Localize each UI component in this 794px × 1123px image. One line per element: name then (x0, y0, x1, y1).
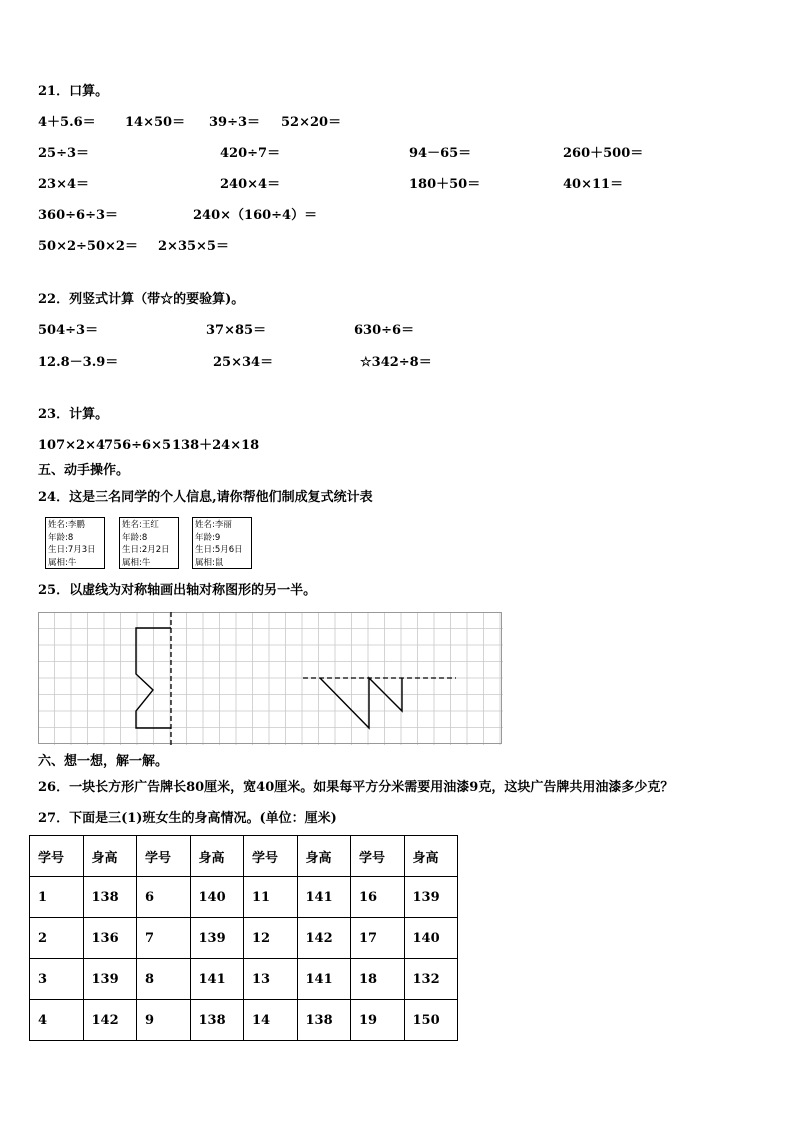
q22-r1-c3: 630÷6＝ (354, 323, 415, 338)
table-row (30, 1000, 458, 1041)
table-cell: 2 (30, 918, 84, 959)
table-cell: 6 (137, 877, 191, 918)
table-row (30, 877, 458, 918)
table-cell: 142 (297, 918, 351, 959)
table-cell: 12 (244, 918, 298, 959)
info-card-3-age: 年龄:9 (195, 532, 221, 543)
header-cell: 身高 (190, 836, 244, 877)
table-cell: 142 (83, 1000, 137, 1041)
q21-r2-c2: 420÷7＝ (220, 146, 281, 161)
q24-title: 24．这是三名同学的个人信息,请你帮他们制成复式统计表 (38, 490, 373, 505)
q26-text: 26．一块长方形广告牌长80厘米，宽40厘米。如果每平方分米需要用油漆9克，这块广告牌共用油漆多少克？ (38, 780, 674, 795)
q21-r4-c2: 240×（160÷4）＝ (193, 208, 318, 223)
q21-title: 21．口算。 (38, 84, 109, 99)
table-cell: 1 (30, 877, 84, 918)
table-cell: 141 (297, 959, 351, 1000)
table-cell: 138 (297, 1000, 351, 1041)
q23-item-2: 756÷6×5 (104, 438, 172, 453)
table-cell: 140 (404, 918, 458, 959)
q22-title: 22．列竖式计算（带☆的要验算)。 (38, 292, 245, 307)
q21-r5-c2: 2×35×5＝ (158, 239, 229, 254)
table-cell: 138 (190, 1000, 244, 1041)
info-card-3-birthday: 生日:5月6日 (195, 545, 243, 555)
info-card-2-age: 年龄:8 (122, 532, 148, 543)
info-card-3-zodiac: 属相:鼠 (195, 557, 224, 568)
table-cell: 7 (137, 918, 191, 959)
q21-r3-c1: 23×4＝ (38, 177, 90, 192)
table-cell: 138 (83, 877, 137, 918)
q25-title: 25．以虚线为对称轴画出轴对称图形的另一半。 (38, 583, 317, 598)
header-cell: 学号 (137, 836, 191, 877)
q21-r5-c1: 50×2÷50×2＝ (38, 239, 138, 254)
table-cell: 141 (190, 959, 244, 1000)
info-card-3 (192, 517, 252, 569)
q21-r1-c2: 14×50＝ (125, 115, 186, 130)
q23-item-1: 107×2×4 (38, 438, 106, 453)
table-cell: 19 (351, 1000, 405, 1041)
q22-r2-c3: ☆342÷8＝ (360, 355, 432, 370)
table-row (30, 918, 458, 959)
table-cell: 18 (351, 959, 405, 1000)
symmetry-grid (38, 612, 503, 745)
q21-r3-c2: 240×4＝ (220, 177, 281, 192)
q23-item-3: 138＋24×18 (172, 438, 260, 453)
info-card-2 (119, 517, 179, 569)
info-card-3-name: 姓名:李丽 (195, 520, 232, 530)
table-cell: 17 (351, 918, 405, 959)
header-cell: 身高 (83, 836, 137, 877)
info-card-1-name: 姓名:李鹏 (48, 520, 85, 530)
header-cell: 学号 (351, 836, 405, 877)
table-cell: 9 (137, 1000, 191, 1041)
q21-r1-c1: 4＋5.6＝ (38, 115, 96, 130)
table-cell: 150 (404, 1000, 458, 1041)
table-cell: 13 (244, 959, 298, 1000)
info-card-2-zodiac: 属相:牛 (122, 557, 151, 568)
section-five-heading: 五、动手操作。 (38, 463, 130, 478)
table-header-row (30, 836, 458, 877)
info-card-2-birthday: 生日:2月2日 (122, 545, 170, 555)
table-row (30, 959, 458, 1000)
q22-r1-c1: 504÷3＝ (38, 323, 99, 338)
height-table (29, 835, 458, 1041)
table-cell: 14 (244, 1000, 298, 1041)
q22-r2-c1: 12.8－3.9＝ (38, 355, 119, 370)
table-cell: 132 (404, 959, 458, 1000)
q22-r1-c2: 37×85＝ (206, 323, 267, 338)
q21-r1-c4: 52×20＝ (281, 115, 342, 130)
header-cell: 身高 (297, 836, 351, 877)
q21-r3-c4: 40×11＝ (563, 177, 624, 192)
table-cell: 141 (297, 877, 351, 918)
info-card-1 (45, 517, 105, 569)
info-card-2-name: 姓名:王红 (122, 520, 159, 530)
q23-title: 23．计算。 (38, 407, 109, 422)
header-cell: 学号 (30, 836, 84, 877)
section-six-heading: 六、想一想，解一解。 (38, 754, 169, 769)
table-cell: 136 (83, 918, 137, 959)
q22-r2-c2: 25×34＝ (213, 355, 274, 370)
q27-title: 27．下面是三(1)班女生的身高情况。(单位：厘米) (38, 811, 337, 826)
header-cell: 身高 (404, 836, 458, 877)
q21-r2-c4: 260＋500＝ (563, 146, 644, 161)
q21-r2-c3: 94－65＝ (409, 146, 472, 161)
q21-r3-c3: 180＋50＝ (409, 177, 481, 192)
half-shape-right (320, 678, 402, 728)
table-cell: 16 (351, 877, 405, 918)
table-cell: 11 (244, 877, 298, 918)
q21-r2-c1: 25÷3＝ (38, 146, 90, 161)
table-cell: 3 (30, 959, 84, 1000)
table-cell: 139 (404, 877, 458, 918)
q21-r1-c3: 39÷3＝ (209, 115, 261, 130)
table-cell: 8 (137, 959, 191, 1000)
table-cell: 139 (190, 918, 244, 959)
header-cell: 学号 (244, 836, 298, 877)
info-card-1-age: 年龄:8 (48, 532, 74, 543)
info-card-1-zodiac: 属相:牛 (48, 557, 77, 568)
table-cell: 4 (30, 1000, 84, 1041)
table-cell: 139 (83, 959, 137, 1000)
table-cell: 140 (190, 877, 244, 918)
q21-r4-c1: 360÷6÷3＝ (38, 208, 119, 223)
info-card-1-birthday: 生日:7月3日 (48, 545, 96, 555)
